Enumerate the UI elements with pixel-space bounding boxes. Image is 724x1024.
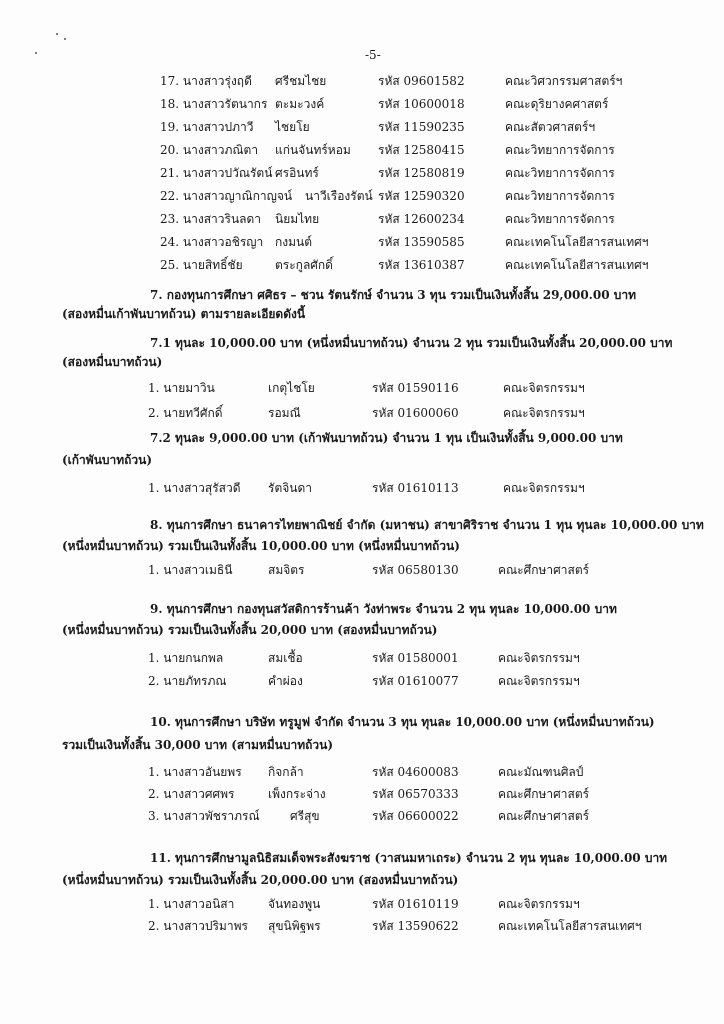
person-name: 2. นางสาวศศพร bbox=[148, 787, 235, 801]
person-name: 1. นางสาวสุรัสวดี bbox=[148, 481, 241, 495]
student-code: รหัส 12600234 bbox=[378, 212, 465, 226]
student-code: รหัส 12580819 bbox=[378, 166, 465, 180]
student-code: รหัส 06570333 bbox=[372, 787, 459, 801]
faculty: คณะเทคโนโลยีสารสนเทศฯ bbox=[505, 235, 649, 249]
person-surname: กงมนต์ bbox=[275, 235, 313, 249]
person-surname: คำผ่อง bbox=[268, 674, 303, 688]
student-code: รหัส 10600018 bbox=[378, 97, 465, 111]
person-name: 2. นายภัทรภณ bbox=[148, 674, 227, 688]
subsection-heading-line-1: 7.1 ทุนละ 10,000.00 บาท (หนึ่งหมื่นบาทถ้วน) จำนวน 2 ทุน รวมเป็นเงินทั้งสิ้น 20,000.00 บาท bbox=[150, 336, 673, 350]
section-heading-line-2: (หนึ่งหมื่นบาทถ้วน) รวมเป็นเงินทั้งสิ้น 10,000.00 บาท (หนึ่งหมื่นบาทถ้วน) bbox=[62, 539, 460, 553]
faculty: คณะวิทยาการจัดการ bbox=[505, 166, 615, 180]
person-name: 2. นางสาวปริมาพร bbox=[148, 919, 248, 933]
person-name: 19. นางสาวปภาวี bbox=[160, 120, 254, 134]
faculty: คณะเทคโนโลยีสารสนเทศฯ bbox=[505, 258, 649, 272]
section-heading-line-1: 11. ทุนการศึกษามูลนิธิสมเด็จพระสังฆราช (วาสนมหาเถระ) จำนวน 2 ทุน ทุนละ 10,000.00 บาท bbox=[150, 851, 668, 865]
person-surname: ตระกูลศักดิ์ bbox=[275, 258, 333, 272]
person-name: 24. นางสาวอชิรญา bbox=[160, 235, 264, 249]
student-code: รหัส 04600083 bbox=[372, 765, 459, 779]
person-surname: ศรีสุข bbox=[290, 809, 320, 823]
faculty: คณะศึกษาศาสตร์ bbox=[498, 809, 590, 823]
person-surname: รอมณี bbox=[268, 406, 301, 420]
student-code: รหัส 06600022 bbox=[372, 809, 459, 823]
faculty: คณะมัณฑนศิลป์ bbox=[498, 765, 584, 779]
student-code: รหัส 13610387 bbox=[378, 258, 465, 272]
person-surname: นิยมไทย bbox=[275, 212, 320, 226]
person-name: 21. นางสาวปวัณรัตน์ bbox=[160, 166, 273, 180]
person-name: 22. นางสาวญาณิกาญจน์ bbox=[160, 189, 293, 203]
scan-speck bbox=[56, 33, 58, 35]
student-code: รหัส 01580001 bbox=[372, 651, 459, 665]
student-code: รหัส 06580130 bbox=[372, 563, 459, 577]
person-surname: เพ็งกระจ่าง bbox=[268, 787, 326, 801]
faculty: คณะจิตรกรรมฯ bbox=[498, 674, 580, 688]
person-name: 1. นางสาวอันยพร bbox=[148, 765, 242, 779]
faculty: คณะดุริยางคศาสตร์ bbox=[505, 97, 609, 111]
faculty: คณะจิตรกรรมฯ bbox=[503, 381, 585, 395]
student-code: รหัส 09601582 bbox=[378, 74, 465, 88]
person-name: 17. นางสาวรุ่งฤดี bbox=[160, 74, 252, 88]
scan-speck bbox=[35, 52, 37, 54]
person-surname: ไชยโย bbox=[275, 120, 310, 134]
person-surname: แก่นจันทร์หอม bbox=[275, 143, 351, 157]
person-name: 2. นายทวีศักดิ์ bbox=[148, 406, 223, 420]
person-name: 3. นางสาวพัชราภรณ์ bbox=[148, 809, 260, 823]
student-code: รหัส 11590235 bbox=[378, 120, 465, 134]
person-surname: สุขนิพิฐพร bbox=[268, 919, 321, 933]
person-surname: รัตจินดา bbox=[268, 481, 313, 495]
person-name: 1. นายกนกพล bbox=[148, 651, 224, 665]
subsection-heading-line-2: (เก้าพันบาทถ้วน) bbox=[62, 453, 153, 467]
faculty: คณะจิตรกรรมฯ bbox=[498, 651, 580, 665]
student-code: รหัส 01610077 bbox=[372, 674, 459, 688]
faculty: คณะจิตรกรรมฯ bbox=[503, 481, 585, 495]
faculty: คณะวิทยาการจัดการ bbox=[505, 212, 615, 226]
person-name: 18. นางสาวรัตนากร bbox=[160, 97, 268, 111]
person-surname: สมจิตร bbox=[268, 563, 305, 577]
subsection-heading-line-2: (สองหมื่นบาทถ้วน) bbox=[62, 355, 163, 369]
faculty: คณะเทคโนโลยีสารสนเทศฯ bbox=[498, 919, 642, 933]
person-surname: ศรอินทร์ bbox=[275, 166, 319, 180]
scan-speck bbox=[64, 38, 66, 40]
person-name: 23. นางสาวรินลดา bbox=[160, 212, 262, 226]
person-surname: นาวีเรืองรัตน์ bbox=[305, 189, 373, 203]
student-code: รหัส 01610119 bbox=[372, 897, 459, 911]
person-surname: จันทองพูน bbox=[268, 897, 321, 911]
student-code: รหัส 12580415 bbox=[378, 143, 465, 157]
section-heading-line-2: (หนึ่งหมื่นบาทถ้วน) รวมเป็นเงินทั้งสิ้น 20,000 บาท (สองหมื่นบาทถ้วน) bbox=[62, 623, 438, 637]
person-surname: ศรีชมไชย bbox=[275, 74, 327, 88]
section-heading-line-1: 8. ทุนการศึกษา ธนาคารไทยพาณิชย์ จำกัด (มหาชน) สาขาศิริราช จำนวน 1 ทุน ทุนละ 10,000.00 บาท bbox=[150, 518, 704, 532]
person-name: 1. นางสาวอนิสา bbox=[148, 897, 235, 911]
section-heading-line-1: 7. กองทุนการศึกษา ศศิธร – ชวน รัตนรักษ์ จำนวน 3 ทุน รวมเป็นเงินทั้งสิ้น 29,000.00 บาท bbox=[150, 288, 636, 302]
section-heading-line-1: 10. ทุนการศึกษา บริษัท ทรูมูฟ จำกัด จำนวน 3 ทุน ทุนละ 10,000.00 บาท (หนึ่งหมื่นบาทถ้วน) bbox=[150, 715, 655, 729]
student-code: รหัส 01590116 bbox=[372, 381, 459, 395]
faculty: คณะศึกษาศาสตร์ bbox=[498, 563, 590, 577]
subsection-heading-line-1: 7.2 ทุนละ 9,000.00 บาท (เก้าพันบาทถ้วน) จำนวน 1 ทุน เป็นเงินทั้งสิ้น 9,000.00 บาท bbox=[150, 431, 623, 445]
person-surname: เกตุไชโย bbox=[268, 381, 315, 395]
person-name: 1. นางสาวเมธินี bbox=[148, 563, 233, 577]
student-code: รหัส 12590320 bbox=[378, 189, 465, 203]
person-surname: กิจกล้า bbox=[268, 765, 304, 779]
student-code: รหัส 13590585 bbox=[378, 235, 465, 249]
student-code: รหัส 01600060 bbox=[372, 406, 459, 420]
section-heading-line-2: รวมเป็นเงินทั้งสิ้น 30,000 บาท (สามหมื่นบาทถ้วน) bbox=[62, 738, 334, 752]
person-surname: ตะมะวงค์ bbox=[275, 97, 325, 111]
faculty: คณะสัตวศาสตร์ฯ bbox=[505, 120, 596, 134]
person-name: 25. นายสิทธิ์ชัย bbox=[160, 258, 243, 272]
student-code: รหัส 01610113 bbox=[372, 481, 459, 495]
page-number: -5- bbox=[365, 48, 381, 62]
faculty: คณะวิทยาการจัดการ bbox=[505, 189, 615, 203]
faculty: คณะวิศวกรรมศาสตร์ฯ bbox=[505, 74, 623, 88]
section-heading-line-2: (หนึ่งหมื่นบาทถ้วน) รวมเป็นเงินทั้งสิ้น 20,000.00 บาท (สองหมื่นบาทถ้วน) bbox=[62, 873, 459, 887]
section-heading-line-2: (สองหมื่นเก้าพันบาทถ้วน) ตามรายละเอียดดังนี้ bbox=[62, 307, 306, 321]
faculty: คณะวิทยาการจัดการ bbox=[505, 143, 615, 157]
person-surname: สมเชื้อ bbox=[268, 651, 303, 665]
faculty: คณะจิตรกรรมฯ bbox=[503, 406, 585, 420]
person-name: 1. นายมาวิน bbox=[148, 381, 215, 395]
section-heading-line-1: 9. ทุนการศึกษา กองทุนสวัสดิการร้านค้า วังท่าพระ จำนวน 2 ทุน ทุนละ 10,000.00 บาท bbox=[150, 602, 617, 616]
faculty: คณะศึกษาศาสตร์ bbox=[498, 787, 590, 801]
faculty: คณะจิตรกรรมฯ bbox=[498, 897, 580, 911]
student-code: รหัส 13590622 bbox=[372, 919, 459, 933]
person-name: 20. นางสาวภณิตา bbox=[160, 143, 259, 157]
